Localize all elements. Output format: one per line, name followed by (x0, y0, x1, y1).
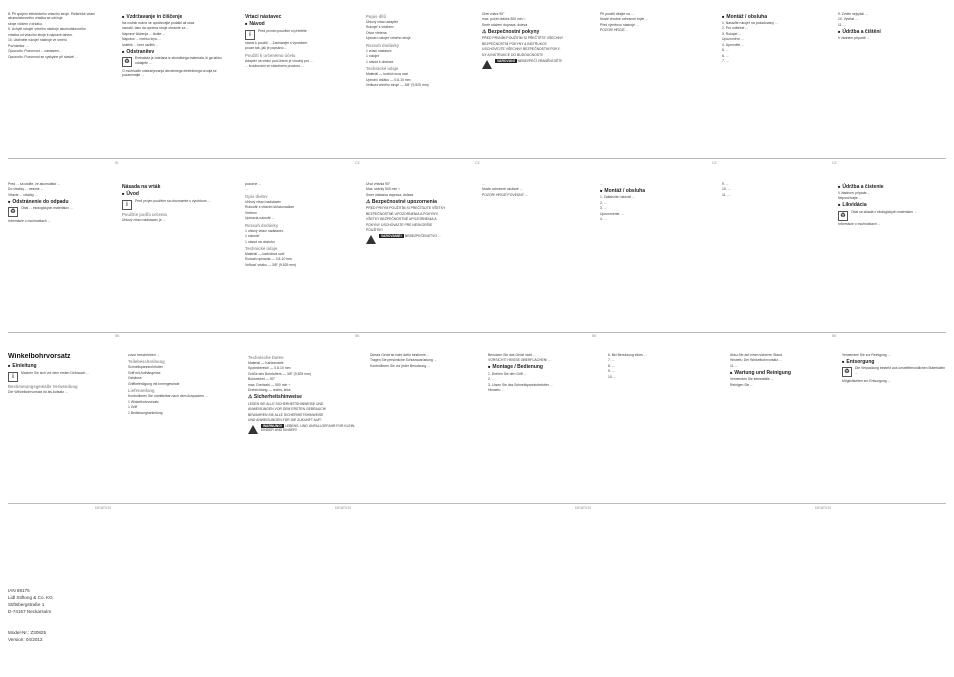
text: POZOR! HROZÍ ... (600, 28, 629, 33)
section-heading: Popis dílů (366, 14, 387, 19)
text: 3. ... (600, 206, 607, 211)
text: ... (482, 182, 485, 186)
section-heading: ■ Odstranitev (122, 49, 232, 55)
warning-triangle-icon: ⚠ (482, 28, 487, 35)
page-footer-lang: DE/AT/CH (95, 506, 112, 510)
text: 11. ... (722, 192, 731, 197)
column (248, 353, 360, 503)
section-heading: Technické údaje (245, 245, 278, 251)
section-heading: ⚠ Bezpečnostní pokyny (482, 28, 540, 35)
page-strip-3 (0, 345, 954, 515)
spec-row: max. Drehzahl — 500 min⁻¹ (248, 382, 291, 387)
text: Noste vhodné ochranné brýle ... (600, 17, 649, 22)
text: 1 rukoväť (245, 234, 260, 239)
text: Tragen Sie persönliche Schutzausrüstung ... (370, 358, 437, 363)
column (608, 353, 720, 503)
text: 4. ... (600, 217, 607, 222)
text: POUŽITIE! (366, 228, 383, 233)
text: BEZPEČNOSTNÉ UPOZORNENIA A POKYNY! (366, 211, 439, 216)
text: 1. Drehen Sie den Griff ... (488, 371, 527, 376)
section-heading: ■ Údržba a čištění (838, 29, 946, 35)
text: V žiadnom prípade ... (838, 191, 871, 195)
text: Nepoužívajte ... (838, 196, 862, 201)
text: 1 návod k obsluze (366, 59, 394, 64)
text: ANWEISUNGEN VOR DEM ERSTEN GEBRAUCH! (248, 407, 327, 412)
list-item: Upínací rukojeť vrtného stroje (366, 36, 411, 41)
text: 4. Upevněte ... (722, 42, 745, 47)
text: 5. ... (722, 48, 729, 53)
text: 6. ... (722, 53, 729, 58)
spec-row: Größe des Bohrfutters — 3/8" (9,525 mm) (248, 371, 312, 376)
page-footer-lang: SK (832, 334, 837, 338)
text: PŘED PRVNÍM POUŽITÍM SI PŘEČTĚTE VŠECHNY (482, 36, 564, 41)
recycle-icon: ♻ (838, 211, 848, 221)
text: UND ANWEISUNGEN FÜR DIE ZUKUNFT AUF! (248, 418, 322, 423)
spec-row: Upínání držáku — 0,8-10 mm (366, 77, 411, 82)
list-item: Schnellspannbohrfutter (128, 365, 163, 370)
text: Machen Sie sich vor dem ersten Gebrauch ... (21, 370, 90, 375)
section-heading: Rozsah dodávky (366, 42, 400, 48)
section-heading: ⚠ Bezpečnostné upozornenia (366, 198, 437, 205)
recycle-icon: ♻ (8, 207, 18, 217)
column (722, 12, 830, 152)
spec-row: Max. otáčky 500 min⁻¹ (366, 187, 401, 192)
list-item: Rukojeť s vrtákem (366, 25, 394, 30)
text: 9. Uchytit rukojeť vrtného nástroje akumulátorového (8, 27, 86, 32)
text: 2. ... (600, 200, 607, 205)
text: Poznámka: ... (8, 43, 29, 48)
section-heading: Teilebeschreibung (128, 359, 165, 365)
text: Embalaža je izdelana iz ekološkega materiala, ki ga lahko oddajete ... (135, 56, 222, 65)
text: Kontrollieren Sie unmittelbar nach dem Auspacken ... (128, 394, 208, 399)
text: pouze tak, jak je popsáno ... (245, 46, 288, 51)
text: 11. ... (730, 363, 739, 368)
text: Před výměnou nástroje ... (600, 22, 639, 27)
spec-row: Material — Karbonstahl (248, 361, 284, 365)
imprint-block (8, 587, 53, 643)
company-name: Lidl Stiftung & Co. KG (8, 595, 53, 600)
text: 1. Nasaďte rukojeť na požadovaný ... (722, 21, 778, 25)
page-footer-lang: CZ (832, 161, 837, 165)
text: BEZPEČNOSTNÍ POKYNY A INSTRUKCE (482, 41, 547, 46)
text: 1 Griff (128, 405, 138, 410)
text: 10. ... (608, 374, 617, 379)
text: BEWAHREN SIE ALLE SICHERHEITSHINWEISE (248, 412, 324, 417)
section-heading: Použitie podľa určenia (122, 211, 167, 217)
column (366, 12, 474, 152)
section-heading: ■ Návod (245, 21, 353, 27)
text: Před prvním použitím si přečtěte (258, 28, 307, 33)
text: USCHOVEJTE VŠECHNY BEZPEČNOSTNÍ POKY- (482, 47, 561, 52)
text: Informácie o možnostiach ... (8, 218, 51, 223)
model-number: Model-Nr.: Z30825 (8, 630, 47, 635)
divider (8, 503, 946, 504)
text: Informácie o možnostiach ... (838, 222, 881, 227)
text: 2. Pro volitelné ... (722, 26, 749, 31)
warning-text: VAROVANIE! NEBEZPEČENSTVO ... (381, 234, 441, 238)
column (8, 353, 118, 503)
text: Pred prvým použitím sa oboznámte s výrobkom ... (135, 198, 211, 203)
page-footer-lang: DE/AT/CH (575, 506, 592, 510)
text: ... (600, 182, 603, 186)
text: Opozorilo: Pozornost se vyskytne při stavbě ... (8, 54, 78, 59)
list-item: Griffbefestigung mit Innengewinde (128, 381, 180, 386)
section-heading: Lieferumfang (128, 388, 155, 394)
section-heading: ■ Montáž / obsluha (722, 14, 830, 20)
text: 1. Zatiahnite rukoväť ... (600, 195, 635, 200)
warning-triangle-icon: ⚠ (248, 394, 253, 401)
text: Upozornenie: ... (600, 211, 624, 216)
text: V žádném případě ... (838, 36, 870, 41)
column (245, 182, 353, 327)
text: 7. ... (608, 358, 615, 363)
text: 1 návod na obsluhu (245, 239, 275, 244)
text: 6. Bei Benutzung eines ... (608, 353, 647, 357)
page-footer-lang: SK (355, 334, 360, 338)
section-heading: ■ Montáž / obsluha (600, 188, 712, 194)
text: Dieses Gerät ist nicht dafür bestimmt ... (370, 353, 430, 357)
text: Upozornění: ... (722, 37, 745, 42)
spec-row: Rozsah upínania — 0,8-10 mm (245, 257, 292, 262)
text: ... šroubování ve stísněném prostoru ... (245, 64, 304, 69)
text: 2. ... (488, 377, 495, 382)
text: Die Verpackung besteht aus umweltfreundlichen Materialien ... (855, 366, 946, 375)
warning-triangle-icon (366, 235, 376, 244)
text: 8. ... (608, 363, 615, 368)
spec-row: max. počet otáček 500 min⁻¹ (482, 17, 526, 22)
info-icon: i (8, 372, 18, 382)
section-heading: ■ Údržba a čistenie (838, 184, 946, 190)
column (245, 12, 353, 152)
warning-text: WARNUNG! LEBENS- UND UNFALLGEFAHR FÜR KLEIN- KINDER UND KINDER! (261, 423, 356, 433)
section-heading: ⚠ Sicherheitshinweise (248, 394, 302, 401)
text: 8. Při spojení elektrického vrtacího stroje. Elektrické vrtání akumulátorového vrtačka se udržuje (8, 12, 96, 21)
text: Opozorilo: Pozornost ... nastavení... (8, 49, 62, 54)
column (482, 182, 592, 327)
section-heading: Opis dielov (245, 193, 268, 199)
text: NY A INSTRUKCE DO BUDOUCNOSTI! (482, 52, 543, 57)
column (722, 182, 830, 327)
info-icon: i (245, 30, 255, 40)
spec-row: Spannbereich — 0,8-10 mm (248, 366, 291, 371)
text: POKYNY USCHOVAJTE PRE NESKORŠIE (366, 222, 433, 227)
page-footer-lang: CZ (712, 161, 717, 165)
column (8, 182, 112, 327)
text: Der Winkelbohrvorsatz ist als Aufsatz ... (8, 389, 68, 394)
list-item: Griff mit Aufhängeöse (128, 370, 161, 375)
warning-triangle-icon: ⚠ (366, 198, 371, 205)
text: LESEN SIE ALLE SICHERHEITSHINWEISE UND (248, 401, 324, 406)
text: Napravo ... mehko krpo ... (122, 37, 162, 42)
page-footer-lang: DE/AT/CH (335, 506, 352, 510)
text: Obal ... ekologických materiálov ... (21, 206, 73, 211)
text: 1 rukojeť (366, 54, 380, 59)
column (600, 12, 712, 152)
page-footer-lang: SK (115, 334, 120, 338)
column (730, 353, 834, 503)
text: Möglichkeiten zur Entsorgung ... (842, 378, 891, 383)
street: Stiftsbergstraße 1 (8, 602, 45, 607)
text: Na vodnik nožne se upoštevajte podatki ali ukaz (122, 21, 195, 25)
list-item: Gehäuse (128, 376, 142, 381)
text: vrtačka od vrtacího stroje k nápravě tahem. (8, 32, 74, 37)
divider (8, 158, 946, 159)
section-heading: Použití k určenému účelu (245, 52, 296, 58)
text: pozorne ... (245, 182, 262, 186)
text: Hinweis: Der Winkelbohrvorsatz ... (730, 358, 782, 363)
spec-row: Veľkosť vrtáku — 3/8" (9,525 mm) (245, 262, 297, 267)
section-heading: Rozsah dodávky (245, 222, 279, 228)
text: PRED PRVÝM POUŽITÍM SI PREČÍTAJTE VŠETKY (366, 206, 446, 211)
text: Obal sa skladá z ekologických materiálov ... (851, 209, 917, 214)
text: O možnostih odstranjevanja iztrošenega električnega orodja se pozanimajte ... (122, 68, 217, 78)
text: Hinweis: ... (488, 388, 505, 393)
column (838, 12, 946, 152)
spec-row: Bohrwinkel — 90° (248, 377, 276, 382)
page-footer-lang: CZ (355, 161, 360, 165)
spec-row: Úhel vrtání 90° (482, 12, 505, 16)
divider (8, 332, 946, 333)
page-footer-lang: CZ (475, 161, 480, 165)
text: zuvor beschrieben ... (128, 353, 160, 357)
list-item: Rukoväť s vŕtacím skľučovadlom (245, 205, 295, 210)
column (8, 12, 112, 152)
text: Akku-Sie auf einen sicheren Stand. (730, 353, 783, 357)
section-heading: ■ Wartung und Reinigung (730, 370, 834, 376)
spec-row: Uhol vŕtania 90° (366, 182, 391, 186)
section-heading: Technische Daten (248, 355, 284, 360)
section-heading: ■ Vzdržavanje in čiščenje (122, 14, 232, 20)
section-heading: ■ Likvidácia (838, 202, 946, 208)
text: Verwenden Sie keinesfalls ... (730, 377, 774, 382)
page-strip-1 (0, 0, 954, 165)
text: VŠETKY BEZPEČNOSTNÉ UPOZORNENIA A (366, 217, 437, 222)
list-item: Otvor vřetena (366, 30, 387, 35)
spec-row: Velikost vrtného stroje — 3/8" (9,525 mm) (366, 82, 429, 87)
text: VORSICHT! HEISSE OBERFLÄCHEN! ... (488, 358, 551, 363)
text: 10. Utáhněte rukojeť nástroje ve směru (8, 38, 67, 43)
column (488, 353, 600, 503)
text: 1 vrtací nástavec (366, 48, 392, 53)
text: Kontrollieren Sie vor jeder Benutzung ... (370, 363, 430, 368)
text: 3. Lösen Sie das Schnellspannbohrfutter ... (488, 382, 553, 387)
page-title: Winkelbohrvorsatz (8, 353, 71, 360)
section-heading: ■ Montage / Bedienung (488, 364, 600, 370)
column (482, 12, 592, 152)
spec-row: Směr otáčení doprava, doleva (482, 22, 528, 27)
spec-row: Smer otáčania doprava, doľava (366, 192, 414, 197)
text: 1 uhlový vŕtací nadstavec (245, 228, 284, 233)
section-heading: Technické údaje (366, 66, 399, 72)
spec-row: Materiál — korbid nová ocel (366, 72, 409, 77)
text: Reinigen Sie ... (730, 382, 753, 387)
recycle-icon: ♻ (122, 57, 132, 67)
spec-row: Drehrichtung — rechts, links (248, 388, 291, 393)
text: navodil, tako da oprema stroje ohraníte za ... (122, 26, 190, 31)
column (838, 182, 946, 327)
page-footer-lang: SK (592, 334, 597, 338)
warning-triangle-icon (248, 425, 258, 434)
text: návod k použití ... Zacházejte s výrobkem (245, 41, 308, 45)
warning-text: VAROVÁNÍ NEBEZPEČÍ ZRANĚNÍ DĚTÍ! (497, 58, 563, 63)
section-heading: Násada na vrták (122, 183, 161, 190)
list-item: Uhlový vŕtací nadstavec (245, 199, 281, 204)
text: 3. Rukojeť ... (722, 31, 742, 36)
text: 9. ... (722, 182, 729, 186)
column (122, 182, 232, 327)
section-heading: Vrtací nástavec (245, 13, 282, 20)
spec-row: Materiál — karbidová oceľ (245, 251, 285, 256)
text: Naprave čiščenja ... čistite ... (122, 31, 166, 36)
section-heading: ■ Odstránenie do odpadu (8, 199, 112, 205)
text: 9. Zvolte nejvyšší ... (838, 12, 868, 16)
column (366, 182, 476, 327)
section-heading: Bestimmungsgemäße Verwendung (8, 383, 78, 389)
text: Verwenden Sie zur Reinigung ... (842, 353, 891, 357)
column (842, 353, 946, 503)
text: Vŕtacie ... vrtačky ... (8, 192, 38, 197)
list-item: Upínacia rukoväť ... (245, 216, 275, 221)
text: 9. ... (608, 369, 615, 374)
page-strip-2 (0, 170, 954, 340)
column (600, 182, 712, 327)
text: stroje víčkem v držáku. (8, 21, 43, 26)
ian-number: IAN 89175 (8, 588, 30, 593)
text: 7. ... (722, 59, 729, 64)
info-icon: i (122, 200, 132, 210)
section-heading: ■ Úvod (122, 191, 232, 197)
column (128, 353, 238, 503)
text: Do vŕtačky ... nesmie ... (8, 187, 44, 192)
text: Izdelek ... brez razlitih ... (122, 42, 159, 47)
page-footer-lang: DE/AT/CH (815, 506, 832, 510)
text: Při použití dbejte na ... (600, 12, 634, 16)
list-item: Úhlový vrtací adaptér (366, 20, 399, 24)
text: 10. ... (722, 187, 731, 192)
column (370, 353, 480, 503)
city: D-74167 Neckarsulm (8, 609, 52, 614)
section-heading: ■ Einleitung (8, 363, 118, 369)
page-footer-lang: SI (115, 161, 119, 165)
text: ... (245, 187, 248, 192)
version: Version: 04/2013 (8, 637, 43, 642)
column (122, 12, 232, 152)
text: Uhlový vŕtací nadstavec je ... (122, 217, 166, 222)
text: 10. Vyvrtat ... (838, 17, 858, 22)
text: 1 Winkelbohrvorsatz (128, 399, 159, 404)
text: Benutzen Sie das Gerät nicht ... (488, 353, 536, 357)
text: Adaptér na vrtání pod úhlem je vhodný pro ... (245, 58, 313, 63)
text: Noste ochranné okuliare ... (482, 187, 523, 192)
list-item: Vreteno (245, 210, 257, 215)
section-heading: ■ Entsorgung (842, 359, 946, 365)
text: 1 Bedienungsanleitung (128, 410, 163, 415)
warning-triangle-icon (482, 60, 492, 69)
recycle-icon: ♻ (842, 367, 852, 377)
text: 11. ... (838, 22, 847, 27)
text: Pred ... sa uistite, že akumulátor ... (8, 182, 61, 186)
text: POZOR! HROZÍ POVEDNÝ ... (482, 192, 528, 197)
